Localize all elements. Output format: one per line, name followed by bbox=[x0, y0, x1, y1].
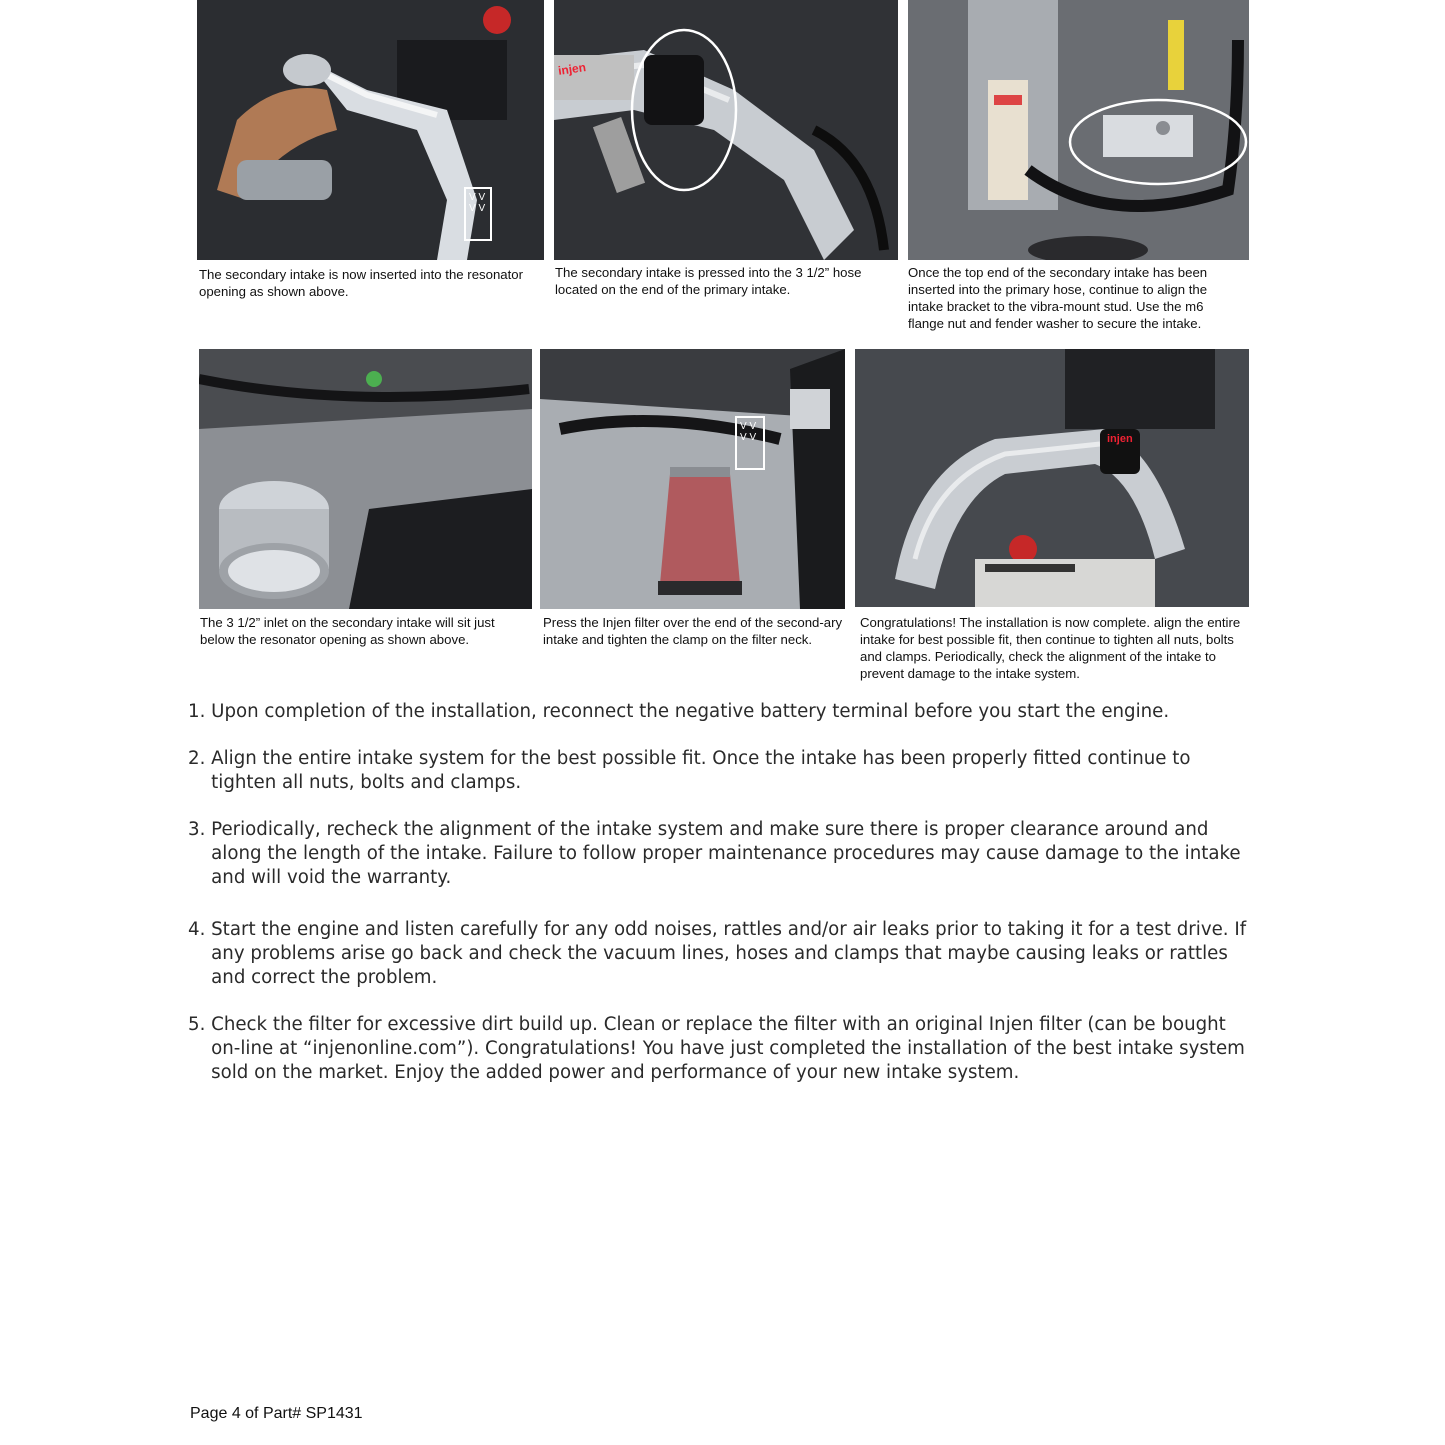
caption-2: The secondary intake is pressed into the 3 1/2” hose located on the end of the primary intake. bbox=[555, 265, 862, 297]
caption-6: Congratulations! The installation is now complete. align the entire intake for best possible fit, then continue to tighten all nuts, bolts and clamps. Periodically, check the alignment of the intake to prevent damage to the intake system. bbox=[860, 615, 1241, 681]
injen-logo: injen bbox=[557, 60, 587, 78]
caption-5: Press the Injen filter over the end of the second-ary intake and tighten the clamp on the filter neck. bbox=[543, 615, 843, 647]
page-footer: Page 4 of Part# SP1431 bbox=[190, 1405, 363, 1422]
caption-3: Once the top end of the secondary intake has been inserted into the primary hose, continue to align the intake bracket to the vibra-mount stud. Use the m6 flange nut and fender washer to secure the intake. bbox=[908, 265, 1208, 331]
step-text: Periodically, recheck the alignment of the intake system and make sure there is proper clearance around and along the length of the intake. Failure to follow proper maintenance procedures may cause damage to the intake and will void the warranty. bbox=[211, 819, 1241, 888]
step-number: 5. bbox=[188, 1014, 212, 1035]
injen-logo: injen bbox=[1107, 433, 1133, 445]
step-number: 1. bbox=[188, 701, 212, 722]
instruction-step-5 bbox=[188, 1013, 1258, 1085]
caption-1: The secondary intake is now inserted into the resonator opening as shown above. bbox=[199, 267, 524, 299]
step-text: Check the filter for excessive dirt build up. Clean or replace the filter with an original Injen filter (can be bought on-line at “injenonline.com”). Congratulations! You have just completed the installation of the best intake system sold on the market. Enjoy the added power and performance of your new intake system. bbox=[211, 1014, 1245, 1083]
step-text: Start the engine and listen carefully for any odd noises, rattles and/or air leaks prior to taking it for a test drive. If any problems arise go back and check the vacuum lines, hoses and clamps that maybe causing leaks or rattles and correct the problem. bbox=[211, 919, 1247, 988]
step-number: 2. bbox=[188, 748, 212, 769]
photo-secondary-intake-insert bbox=[197, 0, 544, 260]
step-text: Align the entire intake system for the best possible fit. Once the intake has been properly fitted continue to tighten all nuts, bolts and clamps. bbox=[211, 748, 1191, 793]
photo-inlet-position bbox=[199, 349, 532, 609]
instruction-step-3 bbox=[188, 818, 1258, 890]
photo-bracket-stud bbox=[908, 0, 1249, 260]
photo-completed-install bbox=[855, 349, 1249, 607]
instruction-list bbox=[188, 700, 1258, 1085]
instruction-step-1 bbox=[188, 700, 1258, 724]
photo-filter-install bbox=[540, 349, 845, 609]
step-number: 3. bbox=[188, 819, 212, 840]
photo-hose-connection bbox=[554, 0, 898, 260]
step-number: 4. bbox=[188, 919, 212, 940]
arrow-markers: V V V V bbox=[740, 421, 757, 443]
step-text: Upon completion of the installation, reconnect the negative battery terminal before you start the engine. bbox=[211, 701, 1170, 722]
arrow-markers: V V V V bbox=[469, 192, 486, 214]
caption-4: The 3 1/2” inlet on the secondary intake will sit just below the resonator opening as shown above. bbox=[200, 615, 495, 647]
instruction-step-2 bbox=[188, 747, 1258, 795]
instruction-step-4 bbox=[188, 918, 1258, 990]
